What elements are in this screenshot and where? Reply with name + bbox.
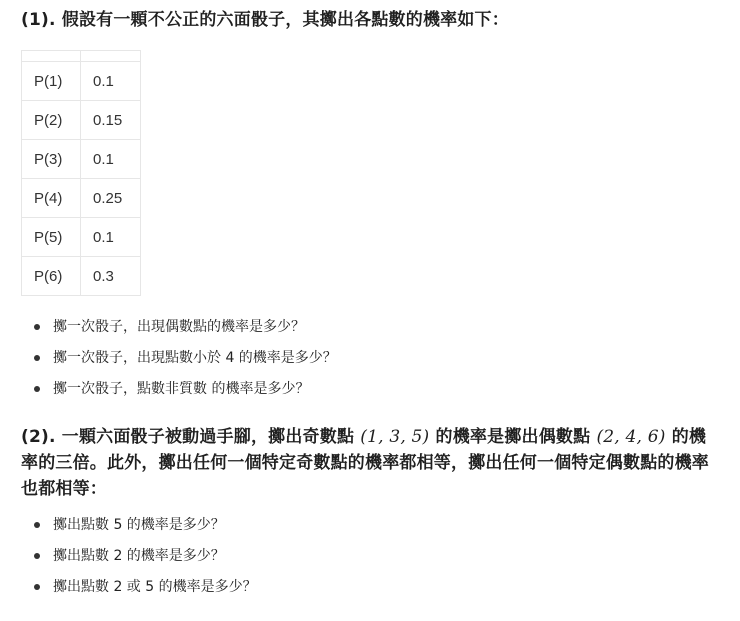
bullet-icon	[34, 324, 40, 330]
table-row	[22, 179, 141, 218]
question-text: 擲出點數 2 的機率是多少？	[53, 548, 225, 564]
question-text: 擲一次骰子，出現偶數點的機率是多少？	[53, 319, 305, 335]
table-cell-probability: 0.1	[81, 218, 141, 257]
question-text: 擲出點數 5 的機率是多少？	[53, 517, 225, 533]
question-2-list	[34, 515, 257, 608]
list-item	[34, 379, 337, 410]
bullet-icon	[34, 584, 40, 590]
table-cell-event: P(3)	[22, 140, 81, 179]
table-cell-event: P(4)	[22, 179, 81, 218]
question-1-list	[34, 317, 337, 410]
question-2-title-part-a: (2). 一顆六面骰子被動過手腳，擲出奇數點	[21, 427, 361, 447]
table-cell-event: P(6)	[22, 257, 81, 296]
table-cell-probability: 0.1	[81, 62, 141, 101]
table-cell-probability: 0.3	[81, 257, 141, 296]
question-1-title: (1). 假設有一顆不公正的六面骰子，其擲出各點數的機率如下：	[21, 10, 509, 30]
question-text: 擲一次骰子，點數非質數 的機率是多少？	[53, 381, 310, 397]
table-row	[22, 101, 141, 140]
bullet-icon	[34, 355, 40, 361]
bullet-icon	[34, 386, 40, 392]
probability-table	[21, 50, 141, 296]
table-cell-event: P(5)	[22, 218, 81, 257]
question-text: 擲出點數 2 或 5 的機率是多少？	[53, 579, 257, 595]
list-item	[34, 577, 257, 608]
list-item	[34, 317, 337, 348]
question-2-title-part-c: 的機率的三倍。此外，擲出任何一個特定奇數點的機率都相等，擲出任何一個特定偶數點的機率也都相等：	[21, 427, 709, 499]
table-row	[22, 257, 141, 296]
table-cell-probability: 0.25	[81, 179, 141, 218]
table-row	[22, 140, 141, 179]
math-odd-set: (1, 3, 5)	[360, 427, 430, 447]
question-2-title	[21, 424, 721, 502]
list-item	[34, 515, 257, 546]
table-cell-probability: 0.1	[81, 140, 141, 179]
table-cell-probability: 0.15	[81, 101, 141, 140]
bullet-icon	[34, 522, 40, 528]
list-item	[34, 546, 257, 577]
math-even-set: (2, 4, 6)	[596, 427, 666, 447]
bullet-icon	[34, 553, 40, 559]
table-cell-event: P(2)	[22, 101, 81, 140]
table-cell-event: P(1)	[22, 62, 81, 101]
table-row	[22, 218, 141, 257]
table-row	[22, 62, 141, 101]
question-2-title-part-b: 的機率是擲出偶數點	[429, 427, 597, 447]
question-text: 擲一次骰子，出現點數小於 4 的機率是多少？	[53, 350, 337, 366]
list-item	[34, 348, 337, 379]
